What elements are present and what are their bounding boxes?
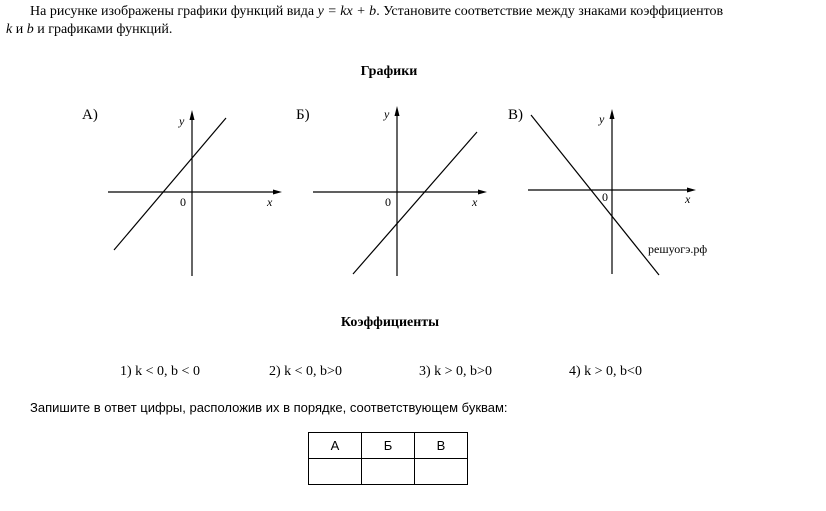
- graph-a-x-arrow-icon: [273, 190, 282, 195]
- answer-table: [308, 432, 468, 485]
- graph-c-function-line: [531, 115, 659, 275]
- graph-a-y-arrow-icon: [190, 110, 195, 120]
- watermark: решуогэ.рф: [648, 242, 708, 256]
- graph-b-origin: 0: [385, 195, 391, 209]
- graph-a-x-label: x: [267, 195, 273, 209]
- option-3: 3) k > 0, b>0: [419, 364, 492, 379]
- answer-table-value-row: [309, 459, 468, 485]
- graph-b-x-label: x: [472, 195, 478, 209]
- graph-a-y-label: y: [179, 114, 185, 128]
- graph-a: [100, 100, 290, 285]
- graph-c-y-arrow-icon: [610, 109, 615, 119]
- option-1: 1) k < 0, b < 0: [120, 364, 200, 379]
- answer-cell-b[interactable]: [362, 459, 415, 485]
- graph-b-y-arrow-icon: [395, 106, 400, 116]
- graph-a-origin: 0: [180, 195, 186, 209]
- answer-cell-c[interactable]: [415, 459, 468, 485]
- option-2: 2) k < 0, b>0: [269, 364, 342, 379]
- graph-c-x-label: x: [685, 192, 691, 206]
- answer-table-header-row: [309, 433, 468, 459]
- answer-header-b: Б: [362, 433, 415, 459]
- graph-a-function-line: [114, 118, 226, 250]
- graph-a-label: А): [82, 107, 98, 123]
- graph-c-origin: 0: [602, 190, 608, 204]
- answer-cell-a[interactable]: [309, 459, 362, 485]
- answer-header-a: А: [309, 433, 362, 459]
- problem-statement: На рисунке изображены графики функций вида y = kx + b. Установите соответствие между знаками коэффициентов k и b и графиками функций.: [6, 4, 724, 37]
- var-k: k: [6, 22, 13, 37]
- graph-c-label: В): [508, 107, 523, 123]
- graph-b-x-arrow-icon: [478, 190, 487, 195]
- graph-b-function-line: [353, 132, 477, 274]
- graph-c: [520, 100, 710, 285]
- option-4: 4) k > 0, b<0: [569, 364, 642, 379]
- graph-c-y-label: y: [599, 112, 605, 126]
- graph-b-y-label: y: [384, 107, 390, 121]
- var-b: b: [26, 22, 34, 37]
- formula: y = kx + b: [317, 4, 377, 19]
- graph-b: [305, 100, 495, 285]
- graph-b-label: Б): [296, 107, 310, 123]
- graphs-heading: Графики: [360, 64, 418, 79]
- answer-prompt: Запишите в ответ цифры, расположив их в порядке, соответствующем буквам:: [30, 400, 508, 415]
- answer-header-c: В: [415, 433, 468, 459]
- coefficients-heading: Коэффициенты: [340, 315, 440, 330]
